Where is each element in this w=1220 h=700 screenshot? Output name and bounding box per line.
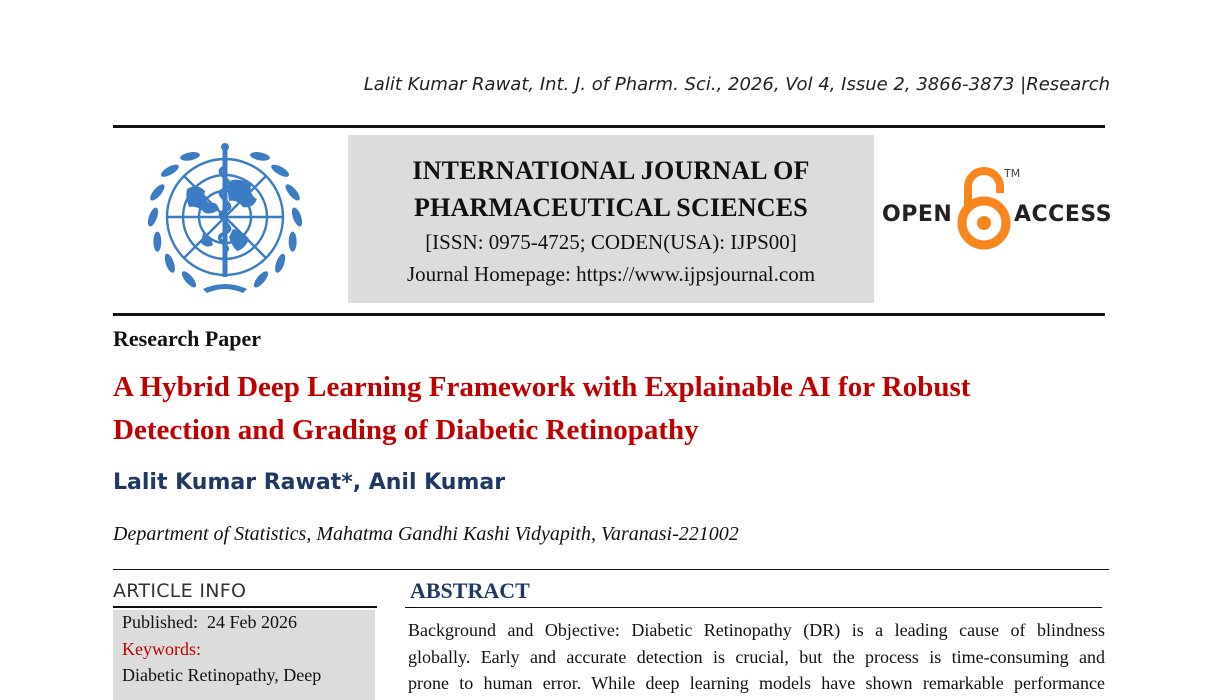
paper-title-line-1: A Hybrid Deep Learning Framework with Explainable AI for Robust (113, 371, 971, 403)
open-access-open-text: OPEN (882, 202, 953, 227)
header-top-rule (113, 125, 1105, 128)
affiliation-divider (113, 569, 1109, 570)
open-access-logo (880, 165, 1113, 253)
journal-homepage: Journal Homepage: https://www.ijpsjournal.com (406, 262, 816, 286)
journal-issn: [ISSN: 0975-4725; CODEN(USA): IJPS00] (425, 230, 797, 254)
published-row (122, 612, 297, 633)
paper-title (113, 366, 1113, 452)
running-citation: Lalit Kumar Rawat, Int. J. of Pharm. Sci., 2026, Vol 4, Issue 2, 3866-3873 |Research (363, 74, 1110, 95)
journal-masthead (348, 135, 874, 303)
abstract-line-2: globally. Early and accurate detection is crucial, but the process is time-consuming and (408, 646, 1105, 667)
abstract-body (408, 617, 1105, 697)
journal-title (348, 152, 874, 226)
abstract-rule (405, 607, 1102, 608)
article-info-heading: ARTICLE INFO (113, 580, 247, 602)
abstract-heading: ABSTRACT (410, 578, 530, 603)
article-info-box (113, 610, 375, 700)
abstract-line-1: Background and Objective: Diabetic Retinopathy (DR) is a leading cause of blindness (408, 620, 1105, 640)
article-info-rule (113, 606, 377, 608)
journal-emblem-logo (125, 137, 325, 305)
author-affiliation: Department of Statistics, Mahatma Gandhi Kashi Vidyapith, Varanasi-221002 (113, 523, 739, 545)
abstract-line-3: prone to human error. While deep learning models have shown remarkable performance (408, 673, 1105, 693)
paper-type-label: Research Paper (113, 326, 262, 351)
paper-title-line-2: Detection and Grading of Diabetic Retinopathy (113, 414, 699, 446)
published-date: 24 Feb 2026 (207, 612, 298, 632)
header-bottom-rule (113, 313, 1105, 316)
keywords-label: Keywords: (122, 639, 201, 659)
open-access-access-text: ACCESS (1014, 202, 1113, 227)
trademark-mark: TM (1004, 167, 1021, 180)
author-list: Lalit Kumar Rawat*, Anil Kumar (113, 470, 506, 495)
published-label: Published: (122, 612, 199, 632)
journal-title-line-1: INTERNATIONAL JOURNAL OF (412, 156, 810, 185)
keywords-text: Diabetic Retinopathy, Deep (122, 665, 322, 685)
journal-title-line-2: PHARMACEUTICAL SCIENCES (414, 193, 808, 222)
